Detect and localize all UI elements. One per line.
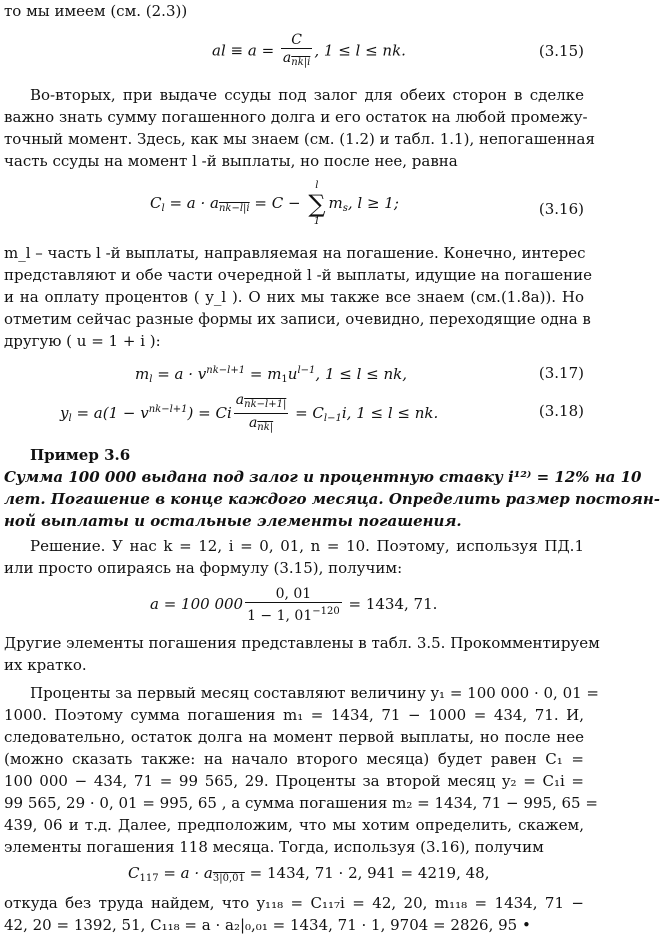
equation-number: (3.15)	[538, 42, 584, 60]
text-line: Решение. У нас k = 12, i = 0, 01, n = 10. Поэтому, используя ПД.1	[30, 537, 584, 555]
text-line: то мы имеем (см. (2.3))	[4, 2, 188, 20]
text-line: важно знать сумму погашенного долга и его остаток на любой промежу-	[4, 108, 588, 126]
equation-number: (3.16)	[538, 200, 584, 218]
example-text: ной выплаты и остальные элементы погашения.	[4, 512, 462, 530]
text-line: Во-вторых, при выдаче ссуды под залог для обеих сторон в сделке	[30, 86, 584, 104]
equation-3-18: $y_l = a(1 - v^{nk-l+1}) = Ci$ $\frac{a_{nk-l+1|}}{a_{nk|}}$ = $C_{l-1}i$, 1 ≤ l ≤ nk.	[60, 392, 438, 436]
text-line: представляют и обе части очередной l -й выплаты, идущие на погашение	[4, 266, 592, 284]
equation-number: (3.17)	[538, 364, 584, 382]
text-line: следовательно, остаток долга на момент первой выплаты, но после нее	[4, 728, 584, 746]
equation-3-15: al ≡ a = $\frac{C}{a_{nk|i}}$ , 1 ≤ l ≤ nk.	[212, 32, 406, 71]
text-line: 100 000 − 434, 71 = 99 565, 29. Проценты за второй месяц y₂ = C₁i =	[4, 772, 584, 790]
text-line: часть ссуды на момент l -й выплаты, но после нее, равна	[4, 152, 458, 170]
equation-c117: $C_{117} = a \cdot a_{3|0,01} = 1434$, 71 · 2, 941 = 4219, 48,	[128, 864, 490, 884]
text-line: отметим сейчас разные формы их записи, очевидно, переходящие одна в	[4, 310, 591, 328]
example-text: лет. Погашение в конце каждого месяца. Определить размер постоян-	[4, 490, 660, 508]
text-line: другую ( u = 1 + i ):	[4, 332, 161, 350]
text-line: элементы погашения 118 месяца. Тогда, используя (3.16), получим	[4, 838, 544, 856]
text-line: 99 565, 29 · 0, 01 = 995, 65 , а сумма погашения m₂ = 1434, 71 − 995, 65 =	[4, 794, 598, 812]
equation-number: (3.18)	[538, 402, 584, 420]
text-line: или просто опираясь на формулу (3.15), получим:	[4, 559, 403, 577]
text-line: 42, 20 = 1392, 51, C₁₁₈ = a · a₂|₀,₀₁ = 1434, 71 · 1, 9704 = 2826, 95 •	[4, 916, 531, 934]
equation-3-16: $C_l = a \cdot a_{nk-l|i} = C$ − l ∑ 1 $m_s$, l ≥ 1;	[150, 180, 399, 227]
text-line: Проценты за первый месяц составляют величину y₁ = 100 000 · 0, 01 =	[30, 684, 599, 702]
text-line: их кратко.	[4, 656, 87, 674]
text-line: и на оплату процентов ( y_l ). О них мы также все знаем (см.(1.8а)). Но	[4, 288, 584, 306]
text-line: m_l – часть l -й выплаты, направляемая на погашение. Конечно, интерес	[4, 244, 586, 262]
text-line: точный момент. Здесь, как мы знаем (см. (1.2) и табл. 1.1), непогашенная	[4, 130, 595, 148]
equation-3-17: $m_l = a \cdot v^{nk-l+1} = m_1u^{l-1}$, 1 ≤ l ≤ nk,	[135, 365, 408, 385]
text-line: (можно сказать также: на начало второго месяца) будет равен C₁ =	[4, 750, 584, 768]
equation-solution: a = 100 000 $\frac{0, 01}{1 - 1, 01^{-120}}$ = 1434, 71.	[150, 586, 438, 624]
example-title: Пример 3.6	[30, 446, 131, 464]
text-line: Другие элементы погашения представлены в табл. 3.5. Прокомментируем	[4, 634, 600, 652]
text-line: 1000. Поэтому сумма погашения m₁ = 1434, 71 − 1000 = 434, 71. И,	[4, 706, 584, 724]
text-line: 439, 06 и т.д. Далее, предположим, что мы хотим определить, скажем,	[4, 816, 584, 834]
text-line: откуда без труда найдем, что y₁₁₈ = C₁₁₇i = 42, 20, m₁₁₈ = 1434, 71 −	[4, 894, 584, 912]
example-text: Сумма 100 000 выдана под залог и процентную ставку i¹²⁾ = 12% на 10	[4, 468, 642, 486]
